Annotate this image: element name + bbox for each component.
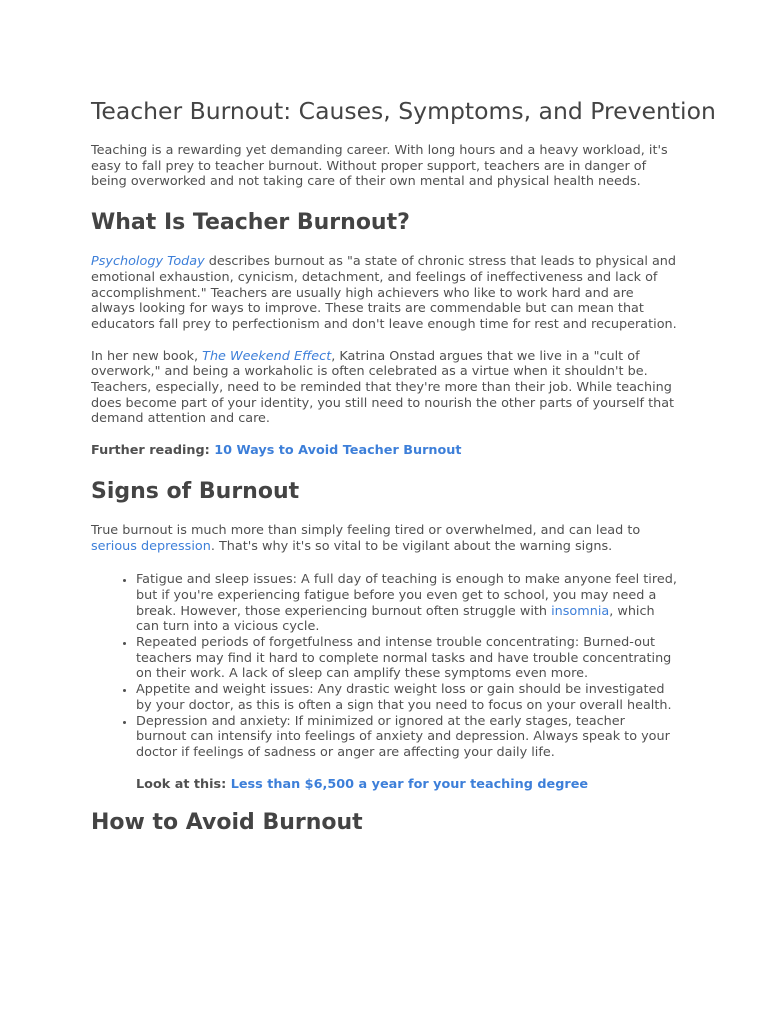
look-at-this-label: Look at this:: [136, 776, 231, 792]
weekend-effect-paragraph: [91, 349, 678, 428]
insomnia-link[interactable]: insomnia: [551, 603, 610, 619]
further-reading-label: Further reading:: [91, 443, 215, 459]
true-burnout-text-after: . That's why it's so vital to be vigilant about the warning signs.: [210, 538, 613, 554]
psychology-today-text: describes burnout as "a state of chronic stress that leads to physical and emotional exhaustion, cynicism, detachment, and feelings of ineffectiveness and lack of accomplishment." Teachers are usually high achievers who like to work hard and are always looking for ways to improve. These traits are commendable but can mean that educators fall prey to perfectionism and don't leave enough time for rest and recuperation.: [91, 254, 677, 332]
true-burnout-paragraph: [91, 523, 678, 554]
psychology-today-paragraph: [91, 254, 678, 333]
heading-how-to-avoid-burnout: How to Avoid Burnout: [91, 810, 363, 836]
psychology-today-link[interactable]: Psychology Today: [91, 254, 205, 270]
signs-list: [91, 572, 678, 760]
further-reading-link[interactable]: 10 Ways to Avoid Teacher Burnout: [214, 443, 462, 459]
weekend-effect-text-before: In her new book,: [91, 348, 203, 364]
bullet-fatigue-text-before: Fatigue and sleep issues: A full day of teaching is enough to make anyone feel tired, but if you're experiencing fatigue before you even get to school, you may need a break. However, those experiencing burnout often struggle with: [136, 572, 677, 619]
intro-paragraph: Teaching is a rewarding yet demanding career. With long hours and a heavy workload, it's easy to fall prey to teacher burnout. Without proper support, teachers are in danger of being overworked and not taking care of their own mental and physical health needs.: [91, 143, 668, 190]
true-burnout-text-before: True burnout is much more than simply feeling tired or overwhelmed, and can lead to: [91, 522, 641, 538]
look-at-this: [91, 777, 678, 793]
heading-what-is-burnout: What Is Teacher Burnout?: [91, 210, 410, 236]
document-title: Teacher Burnout: Causes, Symptoms, and Prevention: [91, 97, 716, 125]
list-item: [136, 572, 678, 635]
serious-depression-link[interactable]: serious depression: [91, 538, 211, 554]
list-item: • Repeated periods of forgetfulness and intense trouble concentrating: Burned-out teachers may find it hard to complete normal tasks and have trouble concentrating on their work. A lack of sleep can amplify these symptoms even more.: [136, 635, 678, 682]
weekend-effect-link[interactable]: The Weekend Effect: [202, 348, 332, 364]
list-item: • Depression and anxiety: If minimized or ignored at the early stages, teacher burnout can intensify into feelings of anxiety and depression. Always speak to your doctor if feelings of sadness or anger are affecting your daily life.: [136, 714, 678, 761]
list-item: • Appetite and weight issues: Any drastic weight loss or gain should be investigated by your doctor, as this is often a sign that you need to focus on your overall health.: [136, 682, 678, 713]
teaching-degree-link[interactable]: Less than $6,500 a year for your teaching degree: [230, 776, 589, 792]
weekend-effect-text-after: , Katrina Onstad argues that we live in a "cult of overwork," and being a workaholic is often celebrated as a virtue when it shouldn't be. Teachers, especially, need to be reminded that they're more than their job. While teaching does become part of your identity, you still need to nourish the other parts of yourself that demand attention and care.: [91, 348, 675, 427]
further-reading: [91, 443, 678, 459]
bullet-fatigue-text-after: , which can turn into a vicious cycle.: [136, 603, 655, 635]
heading-signs-of-burnout: Signs of Burnout: [91, 478, 300, 504]
